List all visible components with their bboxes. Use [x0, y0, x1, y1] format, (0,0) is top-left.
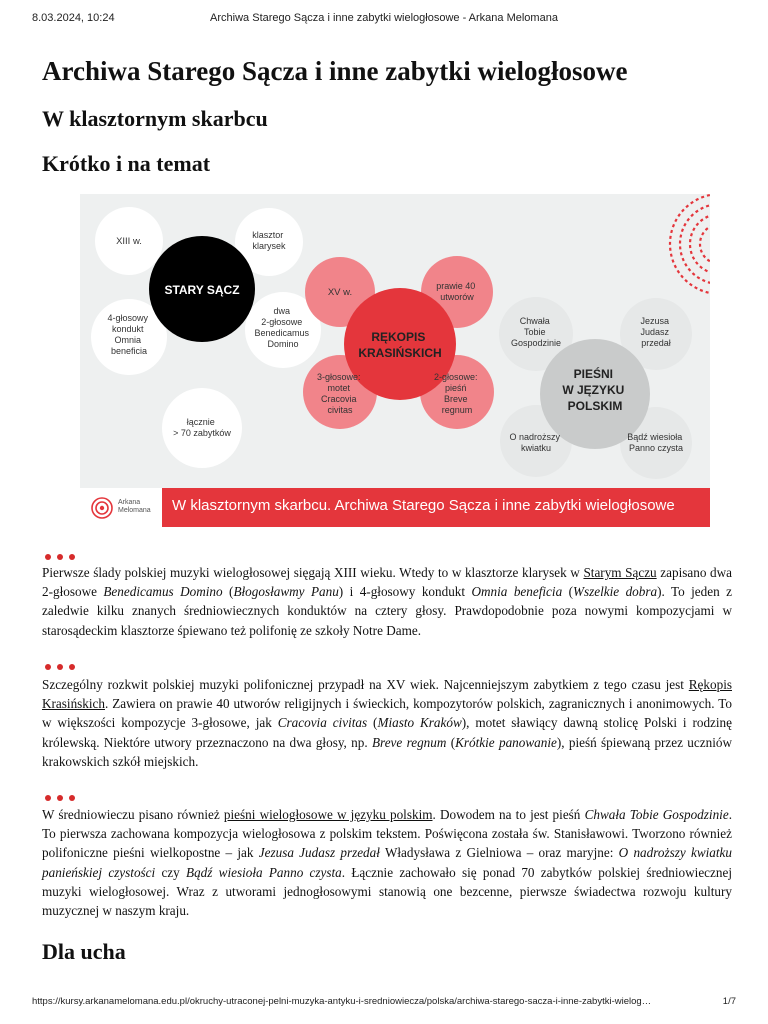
section-dots-3 [45, 788, 85, 798]
circle-g2-center [344, 288, 456, 400]
section-heading-skarbiec: W klasztornym skarbcu [42, 106, 268, 131]
section-dots-2 [45, 657, 85, 667]
p1-text: ( [222, 584, 234, 600]
arkana-logo [88, 493, 160, 523]
decorative-arcs [670, 194, 710, 294]
link-stary-sacz[interactable]: Starym Sączu [583, 565, 657, 580]
infographic-diagram [80, 194, 710, 488]
g3-center-label: PIEŚNI W JĘZYKU POLSKIM [562, 367, 625, 413]
paragraph-2 [42, 675, 732, 771]
p3-text: . Dowodem na to jest pieśń [432, 807, 585, 822]
g3-item3-label: O nadroższy kwiatku [509, 432, 561, 453]
g1-item1-label: XIII w. [116, 236, 142, 247]
g2-item1-label: XV w. [327, 287, 353, 298]
p3-text: W średniowieczu pisano również [42, 807, 224, 822]
p3-italic: O nadroższy kwiatku panieńskiej czystości [42, 845, 732, 880]
infographic-banner [80, 488, 710, 527]
g1-item2-l2: klarysek [252, 241, 286, 251]
p1-text: Pierwsze ślady polskiej muzyki wielogłosowej sięgają XIII wieku. Wtedy to w klasztorze klarysek w [42, 565, 584, 580]
p1-text: ( [562, 584, 573, 600]
g1-item3-label: 4-głosowy kondukt Omnia beneficia [107, 313, 149, 356]
g2-item4-label: 2-głosowe: pieśń Breve regnum [433, 372, 478, 415]
print-footer [0, 996, 768, 1010]
p1-italic: Omnia beneficia [471, 584, 563, 600]
print-datetime: 8.03.2024, 10:24 [32, 12, 115, 24]
p1-italic: Wszelkie dobra [573, 584, 658, 600]
spiral-logo-icon [90, 496, 114, 520]
paragraph-3 [42, 805, 732, 920]
p1-italic: Benedicamus Domino [103, 584, 223, 600]
p3-text: . To pierwsza zachowana kompozycja wielogłosowa z polskim tekstem. Poświęcona została św. Stanisławowi. Tworzono również polifoniczne pieśni wielkopostne – jak [42, 807, 732, 861]
link-piesni-wieloglosowe[interactable]: pieśni wielogłosowe w języku polskim [223, 807, 433, 822]
article-title: Archiwa Starego Sącza i inne zabytki wielogłosowe [42, 56, 628, 86]
footer-page-number: 1/7 [722, 996, 736, 1007]
p3-italic: Chwała Tobie Gospodzinie [584, 807, 729, 822]
banner-red-bar [162, 488, 710, 527]
p1-italic: Błogosławmy Panu [233, 584, 339, 600]
p3-text: . Łącznie zachowało się ponad 70 zabytków polskiej średniowiecznej muzyki wielogłosowej. Wraz z utworami jednogłosowymi stanowią one bezcenne, pierwsze świadectwa rozwoju kultury muzycznej w naszym kraju. [42, 864, 732, 919]
footer-url: https://kursy.arkanamelomana.edu.pl/okruchy-utraconej-pelni-muzyka-antyku-i-sredniowiecza/polska/archiwa-starego-sacza-i-inne-zabytki-wielog… [32, 996, 652, 1007]
logo-brand-text: Arkana Melomana [118, 499, 151, 514]
p2-text: ( [446, 734, 456, 750]
print-page-title: Archiwa Starego Sącza i inne zabytki wielogłosowe - Arkana Melomana [210, 12, 558, 24]
section-heading-krotko: Krótko i na temat [42, 151, 211, 176]
p3-italic: Bądź wiesioła Panno czysta [186, 864, 342, 880]
g1-center-label: STARY SĄCZ [164, 283, 240, 297]
print-header [0, 12, 768, 28]
p3-text: Władysława z Gielniowa – oraz maryjne: [379, 845, 619, 861]
banner-text: W klasztornym skarbcu. Archiwa Starego Sącza i inne zabytki wielogłosowe [172, 497, 675, 514]
g3-item2-label: Jezusa Judasz przedał [640, 316, 671, 348]
p1-text: ) i 4-głosowy kondukt [338, 584, 472, 600]
p2-text: Szczególny rozkwit polskiej muzyki polifonicznej przypadł na XV wiek. Najcenniejszym zabytkiem z tego czasu jest [42, 677, 689, 692]
infographic [80, 194, 710, 527]
g3-item4-label: Bądź wiesioła Panno czysta [627, 432, 684, 453]
p1-text: ). To jeden z zaledwie kilku znanych średniowiecznych konduktów na cztery głosy. Prawdopodobnie poza nowymi kompozycjami w starosądeckim klasztorze śpiewano też polifonię ze szkoły Notre Dame. [42, 584, 732, 638]
g2-item2-label: prawie 40 utworów [436, 281, 476, 302]
p3-italic: Jezusa Judasz przedał [258, 845, 380, 861]
section-heading-dla-ucha: Dla ucha [42, 939, 126, 964]
p2-italic: Miasto Kraków [377, 715, 462, 731]
g1-item2-label [252, 230, 286, 251]
g3-item1-label: Chwała Tobie Gospodzinie [510, 316, 562, 348]
g2-center-label: RĘKOPIS KRASIŃSKICH [358, 330, 442, 360]
p2-text: . Zawiera on prawie 40 utworów religijnych i świeckich, kompozytorów polskich, zagranicznych i anonimowych. To w większości kompozycje 3-głosowe, jak [42, 696, 732, 731]
g1-item4-label: dwa 2-głosowe Benedicamus Domino [254, 306, 310, 349]
p1-text: zapisano dwa 2-głosowe [42, 565, 732, 600]
p2-italic: Cracovia civitas [277, 715, 368, 731]
p3-text: czy [155, 864, 187, 880]
section-dots-1 [45, 547, 85, 557]
g2-item3-label: 3-głosowe: motet Cracovia civitas [316, 372, 361, 415]
g1-item2-l1: klasztor [252, 230, 284, 240]
g1-item5-label: łącznie > 70 zabytków [173, 417, 231, 438]
p2-text: ), pieśń śpiewaną przez uczniów krakowskich szkół miejskich. [42, 734, 732, 769]
paragraph-1 [42, 563, 732, 640]
p2-italic: Breve regnum [372, 734, 447, 750]
p2-text: ), motet sławiący dawną stolicę Polski i rodzinę królewską. Niektóre utwory przeznaczono na dwa głosy, np. [42, 715, 732, 750]
link-rekopis-krasinskich[interactable]: Rękopis Krasińskich [42, 677, 732, 712]
p2-italic: Krótkie panowanie [455, 734, 557, 750]
p2-text: ( [367, 715, 378, 731]
